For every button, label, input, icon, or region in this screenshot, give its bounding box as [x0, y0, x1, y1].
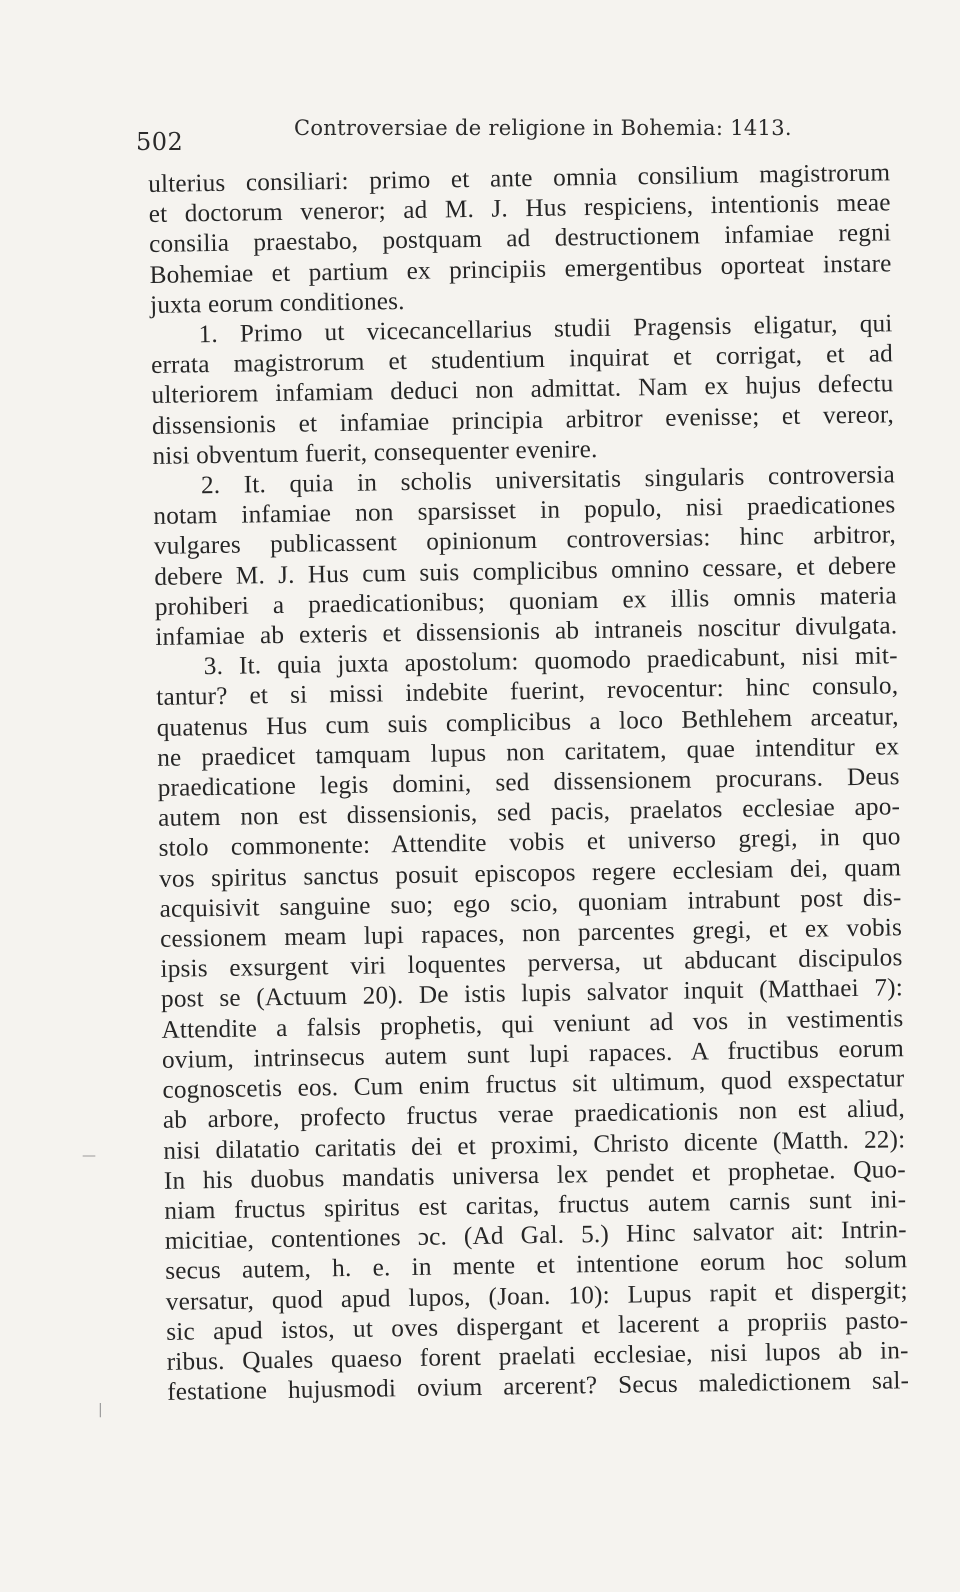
text-line: ribus. Quales quaeso forent praelati ecclesiae, nisi lupos ab in- — [166, 1337, 909, 1376]
text-line: ulterius consiliari: primo et ante omnia consilium magistrorum — [148, 159, 891, 198]
text-line: post se (Actuum 20). De istis lupis salvator inquit (Matthaei 7): — [160, 974, 904, 1014]
text-line: versatur, quod apud lupos, (Joan. 10): Lupus rapit et dispergit; — [165, 1276, 908, 1316]
text-line: et doctorum veneror; ad M. J. Hus respiciens, intentionis meae — [148, 189, 891, 229]
text-line: Bohemiae et partium ex principiis emergentibus oporteat instare — [149, 249, 892, 289]
text-line: ulteriorem infamiam deduci non admittat. Nam ex hujus defectu — [151, 370, 894, 410]
text-line: infamiae ab exteris et dissensionis ab intraneis noscitur divulgata. — [155, 612, 898, 651]
text-line: nisi obventum fuerit, consequenter evenire. — [152, 435, 598, 470]
text-line: tantur? et si missi indebite fuerint, revocentur: hinc consulo, — [156, 672, 899, 712]
text-line: festatione hujusmodi ovium arcerent? Secus maledictionem sal- — [166, 1367, 910, 1406]
text-line: cognoscetis eos. Cum enim fructus sit ultimum, quod exspectatur — [162, 1065, 905, 1104]
text-line: notam infamiae non sparsisset in populo, nisi praedicationes — [153, 491, 896, 531]
text-line: In his duobus mandatis universa lex pendet et prophetae. Quo- — [163, 1155, 907, 1195]
text-line: 1. Primo ut vicecancellarius studii Pragensis eligatur, qui — [198, 310, 893, 349]
text-line: consilia praestabo, postquam ad destructionem infamiae regni — [148, 219, 892, 259]
page-header — [136, 112, 906, 156]
text-line: nisi dilatatio caritatis dei et proximi, Christo dicente (Matth. 22): — [163, 1125, 906, 1165]
text-line: 3. It. quia juxta apostolum: quomodo praedicabunt, nisi mit- — [203, 642, 898, 681]
text-line: errata magistrorum et studentium inquirat et corrigat, et ad — [150, 340, 894, 380]
text-line: ne praedicet tamquam lupus non caritatem, quae intenditur ex — [157, 733, 900, 772]
text-line: praedicatione legis domini, sed dissensionem procurans. Deus — [157, 763, 900, 802]
text-line: niam fructus spiritus est caritas, fructus autem carnis sunt ini- — [164, 1186, 907, 1225]
text-line: ovium, intrinsecus autem sunt lupi rapaces. A fructibus eorum — [161, 1035, 905, 1074]
text-line: vos spiritus sanctus posuit episcopos regere ecclesiam dei, quam — [158, 853, 902, 893]
text-line: micitiae, contentiones ɔc. (Ad Gal. 5.) Hinc salvator ait: Intrin- — [164, 1216, 907, 1255]
text-line: secus autem, h. e. in mente et intentione eorum hoc solum — [165, 1246, 908, 1286]
text-line: cessionem meam lupi rapaces, non parcentes gregi, et ex vobis — [159, 914, 903, 953]
margin-tick-mark: | — [98, 1402, 103, 1418]
page-number: 502 — [136, 128, 184, 156]
text-line: ipsis exsurgent viri loquentes perversa, ut abducant discipulos — [160, 944, 903, 984]
text-line: prohiberi a praedicationibus; quoniam ex illis omnis materia — [154, 582, 897, 621]
text-line: debere M. J. Hus cum suis complicibus omnino cessare, et debere — [154, 551, 897, 591]
running-title: Controversiae de religione in Bohemia: 1413. — [294, 116, 792, 140]
text-line: juxta eorum conditiones. — [149, 287, 405, 319]
text-line: vulgares publicassent opinionum controversias: hinc arbitror, — [153, 521, 897, 561]
text-line: ab arbore, profecto fructus verae praedicationis non est aliud, — [162, 1095, 906, 1135]
text-line: quatenus Hus cum suis complicibus a loco Bethlehem arceatur, — [156, 702, 899, 742]
text-line: 2. It. quia in scholis universitatis singularis controversia — [200, 461, 896, 500]
body-text — [148, 158, 909, 1408]
text-line: autem non est dissensionis, sed pacis, praelatos ecclesiae apo- — [157, 793, 901, 833]
margin-dash-mark: — — [82, 1148, 96, 1164]
text-line: dissensionis et infamiae principia arbitror evenisse; et vereor, — [151, 400, 895, 440]
text-line: acquisivit sanguine suo; ego scio, quoniam intrabunt post dis- — [159, 884, 902, 923]
text-line: stolo commonente: Attendite vobis et universo gregi, in quo — [158, 823, 901, 863]
text-line: sic apud istos, ut oves dispergant et lacerent a propriis pasto- — [166, 1306, 909, 1346]
text-line: Attendite a falsis prophetis, qui veniunt ad vos in vestimentis — [161, 1004, 904, 1044]
